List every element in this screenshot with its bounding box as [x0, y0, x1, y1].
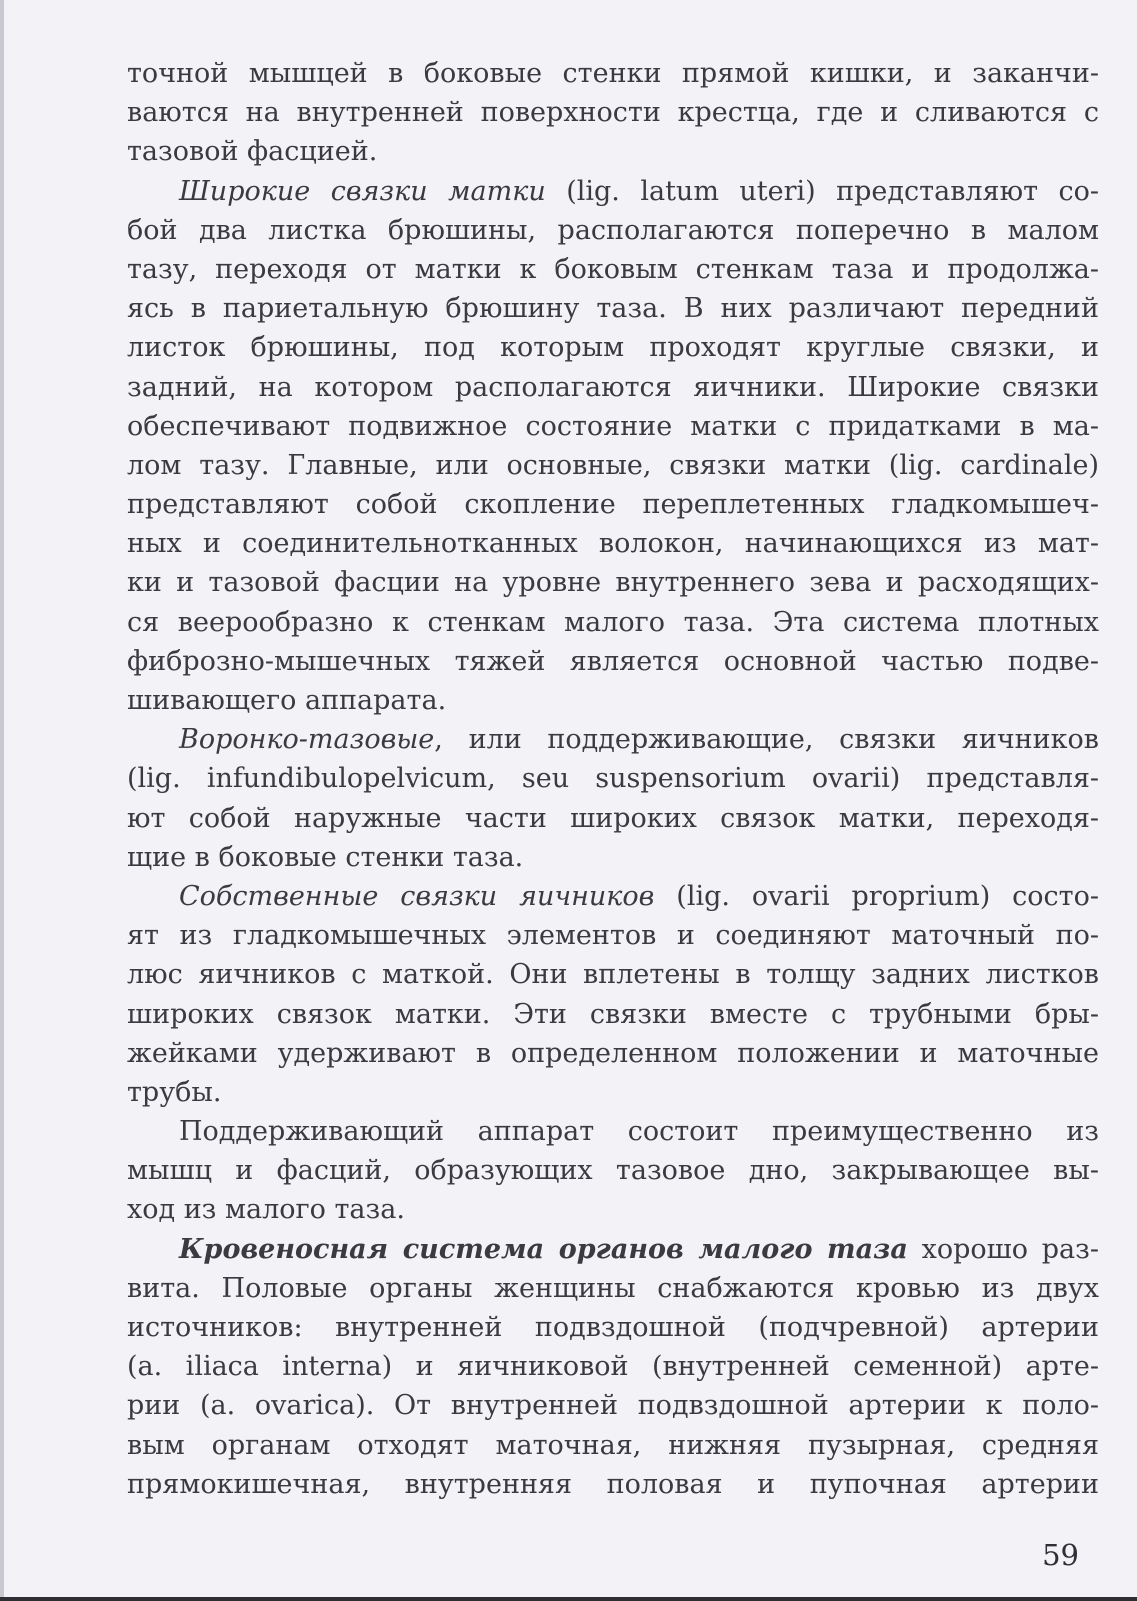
body-text: [127, 54, 1099, 1504]
text-line: обеспечивают подвижное состояние матки с придатками в ма-: [127, 410, 1099, 442]
text-line: (lig. infundibulopelvicum, seu suspensorium ovarii) представля-: [127, 763, 1099, 795]
text-line: (a. iliaca interna) и яичниковой (внутренней семенной) арте-: [127, 1351, 1099, 1383]
text-line: Поддерживающий аппарат состоит преимущественно из: [179, 1116, 1099, 1148]
text-line: тазовой фасцией.: [127, 136, 378, 168]
text-line: широких связок матки. Эти связки вместе с трубными бры-: [127, 998, 1099, 1030]
text-line: лом тазу. Главные, или основные, связки матки (lig. cardinale): [127, 449, 1099, 481]
text-line: представляют собой скопление переплетенных гладкомышеч-: [127, 489, 1099, 521]
text-line: ся веерообразно к стенкам малого таза. Эта система плотных: [127, 606, 1099, 638]
text-line: тазу, переходя от матки к боковым стенкам таза и продолжа-: [127, 253, 1099, 285]
text-line: [127, 877, 1099, 916]
text-line: [127, 172, 1099, 211]
term-broad-ligaments: Широкие связки матки: [179, 175, 546, 207]
text-line: точной мышцей в боковые стенки прямой кишки, и заканчи-: [127, 58, 1099, 89]
term-infundibulopelvic: Воронко-тазовые: [179, 724, 435, 756]
text-line: щие в боковые стенки таза.: [127, 841, 524, 873]
text-line: рии (a. ovarica). От внутренней подвздошной артерии к поло-: [127, 1390, 1099, 1422]
text-line: шивающего аппарата.: [127, 685, 447, 716]
text-line: ясь в париетальную брюшину таза. В них различают передний: [127, 293, 1099, 325]
text-line: источников: внутренней подвздошной (подчревной) артерии: [127, 1312, 1099, 1343]
text-line: фиброзно-мышечных тяжей является основной частью подве-: [127, 645, 1099, 677]
text-line: ход из малого таза.: [127, 1194, 405, 1226]
text-line: жейками удерживают в определенном положении и маточные: [127, 1037, 1099, 1069]
text-line: ваются на внутренней поверхности крестца, где и сливаются с: [127, 97, 1099, 129]
text-line: трубы.: [127, 1076, 222, 1108]
text-line: вита. Половые органы женщины снабжаются кровью из двух: [127, 1272, 1099, 1304]
text-line: ют собой наружные части широких связок матки, переходя-: [127, 802, 1099, 834]
text-fragment: хорошо раз-: [907, 1233, 1099, 1265]
text-fragment: (lig. latum uteri) представляют со-: [545, 175, 1099, 207]
page-bottom-edge: [0, 1597, 1137, 1601]
text-line: [127, 1230, 1099, 1269]
text-line: мышц и фасций, образующих тазовое дно, закрывающее вы-: [127, 1155, 1099, 1187]
text-line: прямокишечная, внутренняя половая и пупочная артерии: [127, 1468, 1099, 1500]
page-left-edge: [0, 0, 4, 1601]
text-line: бой два листка брюшины, располагаются поперечно в малом: [127, 214, 1099, 246]
text-fragment: , или поддерживающие, связки яичников: [434, 724, 1099, 756]
text-line: ных и соединительнотканных волокон, начинающихся из мат-: [127, 528, 1099, 560]
page-number: 59: [1042, 1538, 1079, 1572]
term-ovarian-ligaments: Собственные связки яичников: [179, 880, 655, 912]
text-fragment: (lig. ovarii proprium) состо-: [654, 880, 1099, 912]
text-line: люс яичников с маткой. Они вплетены в толщу задних листков: [127, 959, 1099, 991]
term-blood-supply: Кровеносная система органов малого таза: [179, 1233, 908, 1265]
text-line: листок брюшины, под которым проходят круглые связки, и: [127, 332, 1099, 364]
text-line: задний, на котором располагаются яичники. Широкие связки: [127, 371, 1099, 403]
text-line: [127, 720, 1099, 759]
text-line: вым органам отходят маточная, нижняя пузырная, средняя: [127, 1429, 1099, 1461]
text-line: ки и тазовой фасции на уровне внутреннего зева и расходящих-: [127, 567, 1099, 599]
text-line: ят из гладкомышечных элементов и соединяют маточный по-: [127, 920, 1099, 952]
